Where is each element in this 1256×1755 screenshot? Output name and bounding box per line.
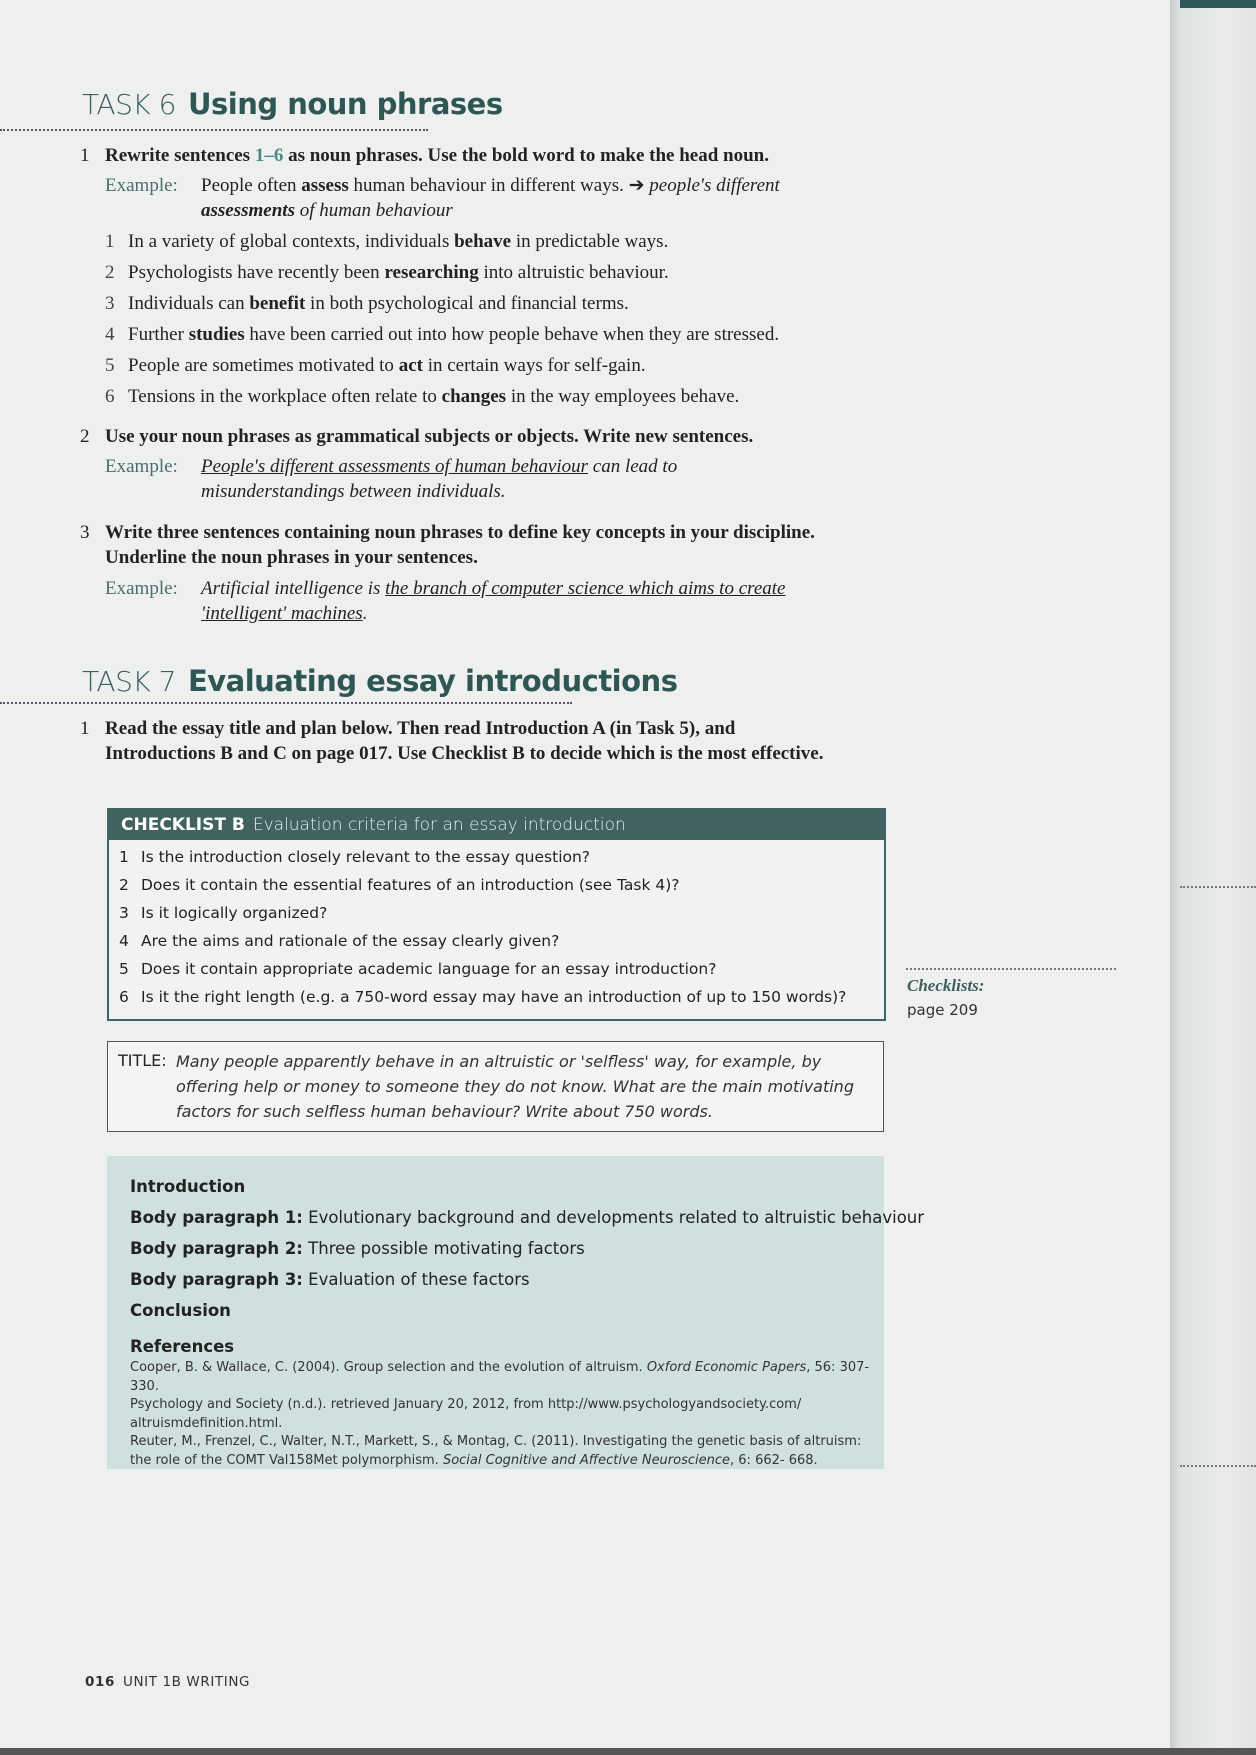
checklist-item: [119, 983, 884, 1011]
item-text: in certain ways for self-gain.: [422, 355, 646, 376]
example-text: can lead to misunderstandings between individuals.: [201, 456, 678, 502]
unit-label: UNIT 1B WRITING: [122, 1674, 251, 1690]
page-edge: [1170, 0, 1256, 1755]
question-number: 2: [80, 426, 90, 447]
example-text: .: [362, 603, 368, 624]
checklist-item-number: 5: [119, 960, 129, 978]
checklist-item-text: Are the aims and rationale of the essay clearly given?: [141, 932, 560, 950]
edge-dotted-rule: [1180, 886, 1256, 888]
reference-text: , 6: 662- 668.: [730, 1452, 818, 1468]
scan-bottom-edge: [0, 1748, 1256, 1755]
checklist-item-number: 2: [119, 876, 129, 894]
question-text: Read the essay title and plan below. Then read Introduction A (in Task 5), and Introductions B and C on page 017. Use Checklist B to decide which is the most effective.: [105, 718, 824, 764]
sentence-item: [105, 291, 885, 316]
checklist-item-text: Does it contain appropriate academic language for an essay introduction?: [141, 960, 717, 978]
item-text: Individuals can: [128, 293, 250, 314]
bold-word: act: [398, 355, 423, 376]
example-label: Example:: [105, 175, 178, 196]
checklist-b-box: [107, 808, 886, 1021]
task6-q3-example: [105, 576, 885, 626]
plan-introduction: [130, 1176, 245, 1198]
checklist-item-number: 4: [119, 932, 129, 950]
item-number: 3: [105, 293, 115, 314]
item-text: in predictable ways.: [511, 231, 669, 252]
question-number: 3: [80, 522, 90, 543]
checklist-header: [109, 810, 884, 840]
plan-label: Body paragraph 2:: [130, 1239, 303, 1258]
example-text: People often: [201, 175, 302, 196]
task7-title: Evaluating essay introductions: [187, 664, 678, 698]
checklist-item-number: 1: [119, 848, 129, 866]
bold-word: researching: [384, 262, 479, 283]
bold-word: studies: [188, 324, 245, 345]
plan-label: Conclusion: [130, 1301, 231, 1320]
plan-body-2: [130, 1238, 585, 1260]
task7-dotted-rule: [0, 702, 572, 704]
task7-question-1: [80, 716, 840, 766]
checklist-title: CHECKLIST B: [121, 815, 245, 835]
sidenote-label: Checklists:: [907, 976, 985, 995]
underlined-noun-phrase: People's different assessments of human behaviour: [201, 456, 589, 477]
example-text: human behaviour in different ways.: [348, 175, 629, 196]
item-text: Further: [128, 324, 189, 345]
plan-label: Body paragraph 1:: [130, 1208, 303, 1227]
task6-heading: [82, 87, 503, 121]
essay-title-box: [107, 1041, 884, 1132]
checklist-item: [119, 871, 884, 899]
question-text: Rewrite sentences: [105, 145, 255, 166]
bold-word: behave: [454, 231, 512, 252]
plan-label: Body paragraph 3:: [130, 1270, 303, 1289]
page-footer: [85, 1674, 250, 1690]
task6-dotted-rule: [0, 129, 428, 131]
plan-text: Three possible motivating factors: [302, 1239, 585, 1258]
arrow-icon: ➔: [628, 175, 645, 196]
bold-word: changes: [441, 386, 507, 407]
question-text: Use your noun phrases as grammatical subjects or objects. Write new sentences.: [105, 426, 754, 447]
checklist-items: [109, 840, 884, 1011]
task6-question-3: [80, 520, 840, 570]
bold-word: assess: [301, 175, 349, 196]
question-number: 1: [80, 145, 90, 166]
reference-1: [130, 1359, 875, 1396]
example-text: Artificial intelligence is: [201, 578, 386, 599]
example-answer: of human behaviour: [294, 200, 453, 221]
checklist-item-text: Is it the right length (e.g. a 750-word essay may have an introduction of up to 150 words)?: [141, 988, 847, 1006]
example-label: Example:: [105, 578, 178, 599]
checklist-item-number: 3: [119, 904, 129, 922]
example-answer: people's different: [644, 175, 780, 196]
checklist-subtitle: Evaluation criteria for an essay introduction: [252, 815, 626, 835]
checklist-item-text: Does it contain the essential features of an introduction (see Task 4)?: [141, 876, 680, 894]
task7-heading: [82, 664, 677, 698]
plan-text: Evaluation of these factors: [302, 1270, 530, 1289]
task6-question-2: [80, 424, 870, 449]
references-list: [130, 1359, 875, 1470]
essay-title-label: TITLE:: [118, 1051, 167, 1070]
checklist-item-text: Is it logically organized?: [141, 904, 328, 922]
references-heading: References: [130, 1337, 235, 1356]
question-range: 1–6: [254, 145, 284, 166]
item-text: into altruistic behaviour.: [478, 262, 669, 283]
item-text: People are sometimes motivated to: [128, 355, 399, 376]
item-text: in the way employees behave.: [506, 386, 740, 407]
checklist-item: [119, 843, 884, 871]
question-text: Write three sentences containing noun phrases to define key concepts in your discipline. Underline the noun phrases in your sentences.: [105, 522, 815, 568]
reference-text: , 56: 307-330.: [130, 1360, 870, 1394]
edge-tab: [1180, 0, 1256, 8]
checklist-item: [119, 955, 884, 983]
task6-question-1: [80, 143, 870, 168]
plan-label: Introduction: [130, 1177, 246, 1196]
sidenote-dotted-rule: [906, 968, 1116, 970]
plan-text: Evolutionary background and developments related to altruistic behaviour: [302, 1208, 925, 1227]
reference-2: Psychology and Society (n.d.). retrieved January 20, 2012, from http://www.psychologyandsociety.com/ altruismdefinition.html.: [130, 1397, 802, 1431]
sentence-item: [105, 322, 885, 347]
item-text: in both psychological and financial terms.: [305, 293, 629, 314]
checklist-item: [119, 899, 884, 927]
bold-word: benefit: [249, 293, 306, 314]
sentence-item: [105, 229, 885, 254]
reference-text: Cooper, B. & Wallace, C. (2004). Group selection and the evolution of altruism.: [130, 1360, 647, 1375]
head-noun: assessments: [201, 200, 295, 221]
reference-journal: Oxford Economic Papers: [646, 1360, 807, 1375]
essay-plan-box: [107, 1156, 925, 1469]
essay-title-text: Many people apparently behave in an altruistic or 'selfless' way, for example, by offering help or money to someone they do not know. What are the main motivating factors for such selfless human behaviour? Write about 750 words.: [176, 1052, 854, 1121]
item-text: have been carried out into how people behave when they are stressed.: [244, 324, 780, 345]
checklist-item: [119, 927, 884, 955]
item-text: In a variety of global contexts, individuals: [128, 231, 455, 252]
item-number: 5: [105, 355, 115, 376]
item-number: 4: [105, 324, 115, 345]
reference-3: [130, 1433, 875, 1470]
page-number: 016: [85, 1674, 115, 1690]
item-number: 2: [105, 262, 115, 283]
plan-body-3: [130, 1269, 530, 1291]
task6-q2-example: [105, 454, 885, 504]
reference-journal: Social Cognitive and Affective Neuroscience: [442, 1452, 731, 1468]
example-label: Example:: [105, 456, 178, 477]
plan-body-1: [130, 1207, 924, 1229]
question-text: as noun phrases. Use the bold word to make the head noun.: [283, 145, 769, 166]
task6-title: Using noun phrases: [187, 87, 503, 121]
sentence-item: [105, 260, 885, 285]
item-text: Psychologists have recently been: [128, 262, 385, 283]
sentence-item: [105, 353, 885, 378]
checklist-item-text: Is the introduction closely relevant to the essay question?: [141, 848, 591, 866]
checklist-item-number: 6: [119, 988, 129, 1006]
item-text: Tensions in the workplace often relate to: [128, 386, 442, 407]
underlined-noun-phrase: the branch of computer science which aims to create 'intelligent' machines: [201, 578, 786, 624]
item-number: 6: [105, 386, 115, 407]
sentence-item: [105, 384, 885, 409]
sidenote-page-ref: page 209: [907, 1001, 978, 1019]
question-number: 1: [80, 718, 90, 739]
reference-text: Reuter, M., Frenzel, C., Walter, N.T., Markett, S., & Montag, C. (2011). Investigating the genetic basis of altruism: the role of the COMT Val158Met polymorphism.: [130, 1434, 862, 1468]
plan-conclusion: [130, 1300, 231, 1322]
task7-number: TASK 7: [82, 665, 176, 698]
edge-dotted-rule: [1180, 1465, 1256, 1467]
task6-q1-example: [105, 173, 885, 223]
item-number: 1: [105, 231, 115, 252]
task6-number: TASK 6: [82, 88, 176, 121]
